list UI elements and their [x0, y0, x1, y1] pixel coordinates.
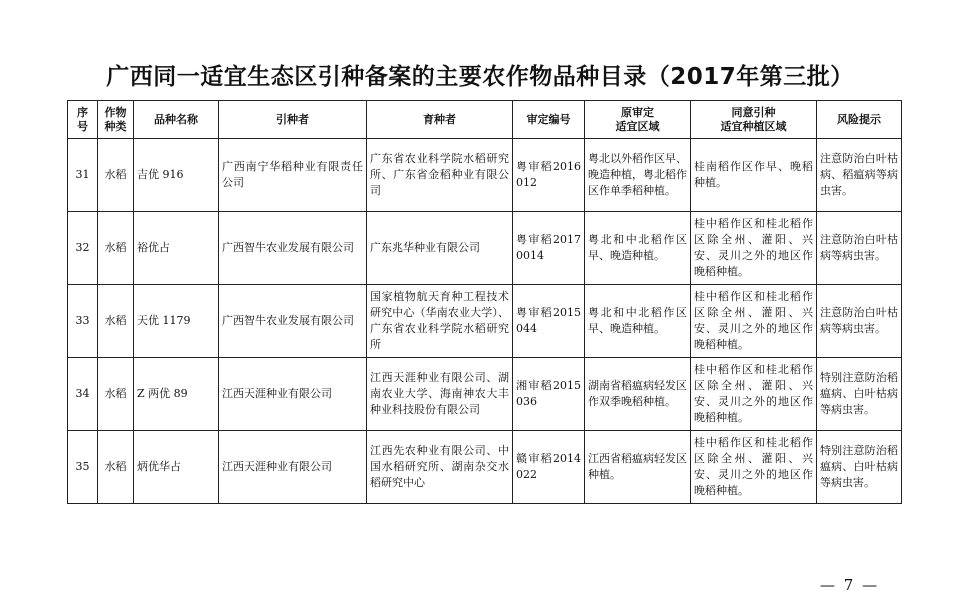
- cell-index: 35: [68, 431, 98, 504]
- table-row: [68, 358, 902, 431]
- cell-variety-name: Z 两优 89: [134, 358, 219, 431]
- cell-risk-note: 注意防治白叶枯病等病虫害。: [817, 285, 902, 358]
- cell-approved-region: 桂南稻作区作早、晚稻种植。: [691, 139, 817, 212]
- cell-crop-type: 水稻: [98, 431, 134, 504]
- cell-crop-type: 水稻: [98, 285, 134, 358]
- cell-approved-region: 桂中稻作区和桂北稻作区除全州、灌阳、兴安、灵川之外的地区作晚稻种植。: [691, 285, 817, 358]
- header-original-region: 原审定 适宜区域: [585, 101, 691, 139]
- cell-index: 34: [68, 358, 98, 431]
- cell-introducer: 广西智牛农业发展有限公司: [219, 212, 367, 285]
- cell-approval-number: 粤审稻2015044: [513, 285, 585, 358]
- cell-variety-name: 天优 1179: [134, 285, 219, 358]
- cell-approval-number: 粤审稻2016012: [513, 139, 585, 212]
- cell-risk-note: 特别注意防治稻瘟病、白叶枯病等病虫害。: [817, 358, 902, 431]
- cell-original-region: 江西省稻瘟病轻发区种植。: [585, 431, 691, 504]
- page-number: — 7 —: [820, 576, 880, 594]
- cell-original-region: 粤北和中北稻作区早、晚造种植。: [585, 285, 691, 358]
- cell-breeder: 江西天涯种业有限公司、湖南农业大学、海南神农大丰种业科技股份有限公司: [367, 358, 513, 431]
- cell-index: 33: [68, 285, 98, 358]
- cell-approved-region: 桂中稻作区和桂北稻作区除全州、灌阳、兴安、灵川之外的地区作晚稻种植。: [691, 358, 817, 431]
- header-approval-number: 审定编号: [513, 101, 585, 139]
- header-approved-region: 同意引种 适宜种植区域: [691, 101, 817, 139]
- cell-approval-number: 湘审稻2015036: [513, 358, 585, 431]
- cell-crop-type: 水稻: [98, 139, 134, 212]
- cell-risk-note: 注意防治白叶枯病、稻瘟病等病虫害。: [817, 139, 902, 212]
- cell-index: 31: [68, 139, 98, 212]
- table-row: [68, 139, 902, 212]
- cell-introducer: 江西天涯种业有限公司: [219, 431, 367, 504]
- header-risk-note: 风险提示: [817, 101, 902, 139]
- cell-index: 32: [68, 212, 98, 285]
- cell-variety-name: 吉优 916: [134, 139, 219, 212]
- header-index: 序 号: [68, 101, 98, 139]
- cell-risk-note: 注意防治白叶枯病等病虫害。: [817, 212, 902, 285]
- document-title: 广西同一适宜生态区引种备案的主要农作物品种目录（2017年第三批）: [106, 64, 854, 90]
- variety-catalog-table: [67, 100, 902, 504]
- header-crop-type: 作物 种类: [98, 101, 134, 139]
- cell-risk-note: 特别注意防治稻瘟病、白叶枯病等病虫害。: [817, 431, 902, 504]
- cell-crop-type: 水稻: [98, 212, 134, 285]
- cell-breeder: 江西先农种业有限公司、中国水稻研究所、湖南杂交水稻研究中心: [367, 431, 513, 504]
- cell-approved-region: 桂中稻作区和桂北稻作区除全州、灌阳、兴安、灵川之外的地区作晚稻种植。: [691, 431, 817, 504]
- cell-original-region: 粤北以外稻作区早、晚造种植，粤北稻作区作单季稻种植。: [585, 139, 691, 212]
- cell-breeder: 广东兆华种业有限公司: [367, 212, 513, 285]
- header-variety-name: 品种名称: [134, 101, 219, 139]
- table-row: [68, 285, 902, 358]
- table-row: [68, 431, 902, 504]
- cell-approved-region: 桂中稻作区和桂北稻作区除全州、灌阳、兴安、灵川之外的地区作晚稻种植。: [691, 212, 817, 285]
- cell-approval-number: 粤审稻20170014: [513, 212, 585, 285]
- header-introducer: 引种者: [219, 101, 367, 139]
- cell-approval-number: 赣审稻2014022: [513, 431, 585, 504]
- cell-introducer: 江西天涯种业有限公司: [219, 358, 367, 431]
- cell-crop-type: 水稻: [98, 358, 134, 431]
- cell-original-region: 粤北和中北稻作区早、晚造种植。: [585, 212, 691, 285]
- table-row: [68, 212, 902, 285]
- cell-introducer: 广西智牛农业发展有限公司: [219, 285, 367, 358]
- cell-variety-name: 炳优华占: [134, 431, 219, 504]
- cell-original-region: 湖南省稻瘟病轻发区作双季晚稻种植。: [585, 358, 691, 431]
- cell-introducer: 广西南宁华稻种业有限责任公司: [219, 139, 367, 212]
- cell-breeder: 国家植物航天育种工程技术研究中心（华南农业大学）、广东省农业科学院水稻研究所: [367, 285, 513, 358]
- header-breeder: 育种者: [367, 101, 513, 139]
- table-header-row: [68, 101, 902, 139]
- cell-variety-name: 裕优占: [134, 212, 219, 285]
- cell-breeder: 广东省农业科学院水稻研究所、广东省金稻种业有限公司: [367, 139, 513, 212]
